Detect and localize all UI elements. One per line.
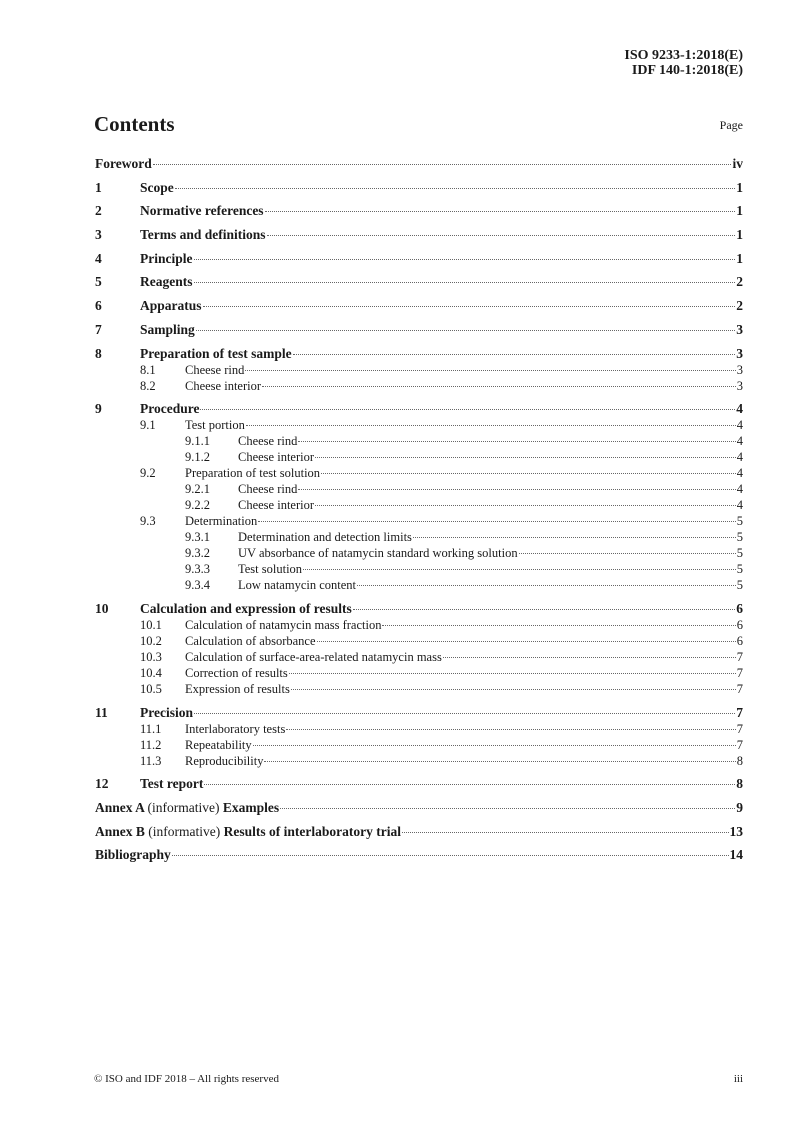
copyright-notice: © ISO and IDF 2018 – All rights reserved [94, 1073, 279, 1085]
toc-entry-title [95, 824, 401, 840]
toc-entry[interactable] [95, 251, 743, 267]
toc-entry-title: Expression of results [185, 681, 290, 696]
toc-entry[interactable] [95, 776, 743, 792]
toc-entry-page: 8 [736, 753, 743, 768]
dot-leader [265, 211, 736, 212]
toc-entry-page: 5 [736, 562, 743, 577]
toc-entry-number: 1 [95, 179, 102, 195]
toc-entry-page: 4 [736, 434, 743, 449]
toc-entry[interactable] [95, 545, 743, 561]
toc-entry-number: 10.4 [140, 665, 162, 680]
dot-leader [246, 425, 736, 426]
page-column-label: Page [719, 118, 743, 132]
toc-entry-page: 7 [736, 649, 743, 664]
dot-leader [194, 713, 735, 714]
page-number: iii [733, 1073, 743, 1085]
toc-entry-page: 7 [736, 681, 743, 696]
toc-entry[interactable] [95, 737, 743, 753]
toc-entry-page: 3 [736, 345, 743, 361]
dot-leader [286, 729, 735, 730]
toc-entry-title: Normative references [140, 203, 264, 219]
toc-entry-page: 4 [736, 466, 743, 481]
toc-entry-title: Procedure [140, 401, 200, 417]
annex-label: Annex A [95, 799, 145, 815]
annex-title: Results of interlaboratory trial [223, 823, 401, 839]
toc-entry[interactable] [95, 800, 743, 816]
annex-title: Examples [222, 799, 280, 815]
toc-entry-number: 9.3.2 [185, 546, 210, 561]
toc-entry-number: 11.2 [140, 737, 162, 752]
toc-entry-title: Calculation of natamycin mass fraction [185, 617, 382, 632]
toc-entry[interactable] [95, 681, 743, 697]
idf-designation: IDF 140-1:2018(E) [631, 63, 743, 78]
dot-leader [298, 441, 735, 442]
toc-entry[interactable] [95, 649, 743, 665]
toc-entry-number: 10 [95, 600, 109, 616]
toc-entry-title: Sampling [140, 321, 195, 337]
toc-entry-page: 5 [736, 514, 743, 529]
toc-entry-page: 4 [736, 418, 743, 433]
toc-entry-page: 9 [736, 799, 743, 815]
dot-leader [519, 553, 736, 554]
toc-entry-page: 3 [736, 378, 743, 393]
toc-entry-number: 3 [95, 227, 102, 243]
toc-entry[interactable] [95, 481, 743, 497]
document-header [624, 48, 743, 78]
toc-entry-number: 9.2.2 [185, 498, 210, 513]
dot-leader [289, 673, 736, 674]
toc-entry-number: 6 [95, 298, 102, 314]
toc-entry-title: Calculation of absorbance [185, 633, 316, 648]
toc-entry-title: Preparation of test solution [185, 466, 321, 481]
toc-entry-number: 10.5 [140, 681, 162, 696]
toc-entry-number: 9.3.3 [185, 562, 210, 577]
toc-entry-page: 14 [729, 847, 743, 863]
dot-leader [204, 784, 735, 785]
toc-entry-title: Test portion [185, 418, 245, 433]
toc-entry-title: Calculation of surface-area-related natamycin mass [185, 649, 442, 664]
toc-entry[interactable] [95, 753, 743, 769]
toc-entry-page: 6 [736, 633, 743, 648]
dot-leader [194, 282, 736, 283]
toc-entry-title: Cheese rind [238, 434, 298, 449]
toc-entry[interactable] [95, 465, 743, 481]
dot-leader [196, 330, 735, 331]
toc-entry-number: 9 [95, 401, 102, 417]
toc-entry-number: 8.2 [140, 378, 156, 393]
toc-entry-page: 4 [736, 482, 743, 497]
toc-entry-title: Cheese interior [185, 378, 262, 393]
toc-entry-page: iv [732, 156, 743, 171]
toc-entry-page: 5 [736, 578, 743, 593]
toc-entry-page: 5 [736, 530, 743, 545]
toc-entry[interactable] [95, 298, 743, 314]
dot-leader [264, 761, 735, 762]
toc-entry-number: 8.1 [140, 362, 156, 377]
toc-entry-number: 9.3.4 [185, 578, 210, 593]
toc-entry[interactable] [95, 577, 743, 593]
toc-entry-title: UV absorbance of natamycin standard working solution [238, 546, 518, 561]
toc-entry-title: Cheese rind [238, 482, 298, 497]
toc-entry[interactable] [95, 346, 743, 362]
page-title: Contents [94, 112, 175, 136]
toc-entry-title: Cheese interior [238, 498, 315, 513]
toc-entry-page: 5 [736, 546, 743, 561]
dot-leader [317, 641, 736, 642]
toc-entry[interactable] [95, 401, 743, 417]
toc-entry-number: 2 [95, 203, 102, 219]
toc-entry-page: 7 [736, 665, 743, 680]
toc-entry-page: 3 [736, 362, 743, 377]
dot-leader [413, 537, 736, 538]
toc-entry[interactable] [95, 824, 743, 840]
dot-leader [194, 259, 736, 260]
toc-entry-number: 10.3 [140, 649, 162, 664]
toc-entry-page: 3 [736, 321, 743, 337]
annex-type: (informative) [148, 823, 221, 839]
toc-entry-number: 11.1 [140, 721, 162, 736]
toc-entry[interactable] [95, 156, 743, 172]
dot-leader [443, 657, 736, 658]
toc-entry-page: 1 [736, 227, 743, 243]
dot-leader [382, 625, 735, 626]
toc-entry-page: 7 [736, 737, 743, 752]
toc-entry-title: Correction of results [185, 665, 288, 680]
toc-entry-title: Test solution [238, 562, 303, 577]
dot-leader [153, 164, 732, 165]
toc-entry-number: 5 [95, 274, 102, 290]
dot-leader [357, 585, 736, 586]
toc-entry[interactable] [95, 721, 743, 737]
toc-entry-number: 9.1 [140, 418, 156, 433]
dot-leader [253, 745, 736, 746]
toc-entry-number: 9.2.1 [185, 482, 210, 497]
dot-leader [203, 306, 736, 307]
toc-entry-number: 7 [95, 321, 102, 337]
dot-leader [175, 188, 736, 189]
toc-entry-title [95, 800, 279, 816]
toc-entry[interactable] [95, 449, 743, 465]
toc-entry[interactable] [95, 274, 743, 290]
toc-entry[interactable] [95, 665, 743, 681]
toc-entry-number: 12 [95, 776, 109, 792]
toc-entry-title: Low natamycin content [238, 578, 357, 593]
toc-entry-page: 7 [736, 704, 743, 720]
toc-entry-page: 1 [736, 179, 743, 195]
dot-leader [291, 689, 736, 690]
toc-entry-title: Reproducibility [185, 753, 264, 768]
toc-entry[interactable] [95, 203, 743, 219]
toc-entry[interactable] [95, 513, 743, 529]
toc-entry-title: Calculation and expression of results [140, 600, 352, 616]
toc-entry-title: Cheese interior [238, 450, 315, 465]
toc-entry-page: 7 [736, 721, 743, 736]
toc-entry-number: 9.1.1 [185, 434, 210, 449]
toc-entry-title: Preparation of test sample [140, 345, 292, 361]
dot-leader [200, 409, 735, 410]
dot-leader [321, 473, 736, 474]
toc-entry[interactable] [95, 180, 743, 196]
dot-leader [262, 386, 736, 387]
dot-leader [353, 609, 735, 610]
toc-entry-title: Repeatability [185, 737, 252, 752]
toc-entry[interactable] [95, 633, 743, 649]
toc-entry-title: Apparatus [140, 298, 202, 314]
toc-entry-page: 1 [736, 203, 743, 219]
toc-entry-number: 9.3 [140, 514, 156, 529]
dot-leader [172, 855, 729, 856]
dot-leader [315, 457, 736, 458]
dot-leader [293, 354, 736, 355]
toc-entry[interactable] [95, 417, 743, 433]
toc-entry-title: Terms and definitions [140, 227, 266, 243]
toc-entry-page: 2 [736, 274, 743, 290]
toc-entry[interactable] [95, 705, 743, 721]
iso-designation: ISO 9233-1:2018(E) [624, 48, 743, 63]
toc-entry-number: 11.3 [140, 753, 162, 768]
toc-entry-number: 10.2 [140, 633, 162, 648]
toc-entry-page: 4 [736, 401, 743, 417]
toc-entry-title: Foreword [95, 156, 152, 171]
annex-type: (informative) [147, 799, 220, 815]
toc-entry-page: 2 [736, 298, 743, 314]
toc-entry[interactable] [95, 497, 743, 513]
toc-entry[interactable] [95, 362, 743, 378]
page-footer [94, 1073, 743, 1085]
toc-entry-title: Scope [140, 179, 174, 195]
dot-leader [245, 370, 735, 371]
toc-entry-number: 10.1 [140, 617, 162, 632]
toc-entry-page: 8 [736, 776, 743, 792]
toc-entry[interactable] [95, 617, 743, 633]
toc-entry[interactable] [95, 227, 743, 243]
dot-leader [298, 489, 735, 490]
toc-entry[interactable] [95, 561, 743, 577]
toc-entry-page: 1 [736, 250, 743, 266]
dot-leader [258, 521, 736, 522]
toc-entry-page: 6 [736, 600, 743, 616]
toc-entry-title: Test report [140, 776, 204, 792]
toc-entry[interactable] [95, 378, 743, 394]
toc-entry-title: Principle [140, 250, 193, 266]
toc-entry-title: Interlaboratory tests [185, 721, 286, 736]
toc-entry-number: 9.1.2 [185, 450, 210, 465]
dot-leader [315, 505, 736, 506]
toc-entry[interactable] [95, 601, 743, 617]
toc-entry-number: 4 [95, 250, 102, 266]
toc-entry-page: 13 [729, 823, 743, 839]
dot-leader [402, 832, 729, 833]
toc-entry-title: Cheese rind [185, 362, 245, 377]
annex-label: Annex B [95, 823, 145, 839]
dot-leader [267, 235, 736, 236]
toc-entry[interactable] [95, 529, 743, 545]
toc-entry-number: 9.2 [140, 466, 156, 481]
toc-entry-number: 9.3.1 [185, 530, 210, 545]
toc-entry-title: Determination and detection limits [238, 530, 412, 545]
toc-entry[interactable] [95, 847, 743, 863]
toc-entry-title: Determination [185, 514, 258, 529]
toc-entry-page: 6 [736, 617, 743, 632]
toc-entry-page: 4 [736, 498, 743, 513]
toc-entry-title: Reagents [140, 274, 193, 290]
toc-entry[interactable] [95, 322, 743, 338]
table-of-contents [95, 148, 743, 863]
toc-entry-number: 11 [95, 704, 108, 720]
toc-entry[interactable] [95, 433, 743, 449]
toc-entry-title: Bibliography [95, 847, 171, 863]
toc-entry-page: 4 [736, 450, 743, 465]
toc-entry-number: 8 [95, 345, 102, 361]
dot-leader [280, 808, 735, 809]
toc-entry-title: Precision [140, 704, 193, 720]
dot-leader [303, 569, 736, 570]
